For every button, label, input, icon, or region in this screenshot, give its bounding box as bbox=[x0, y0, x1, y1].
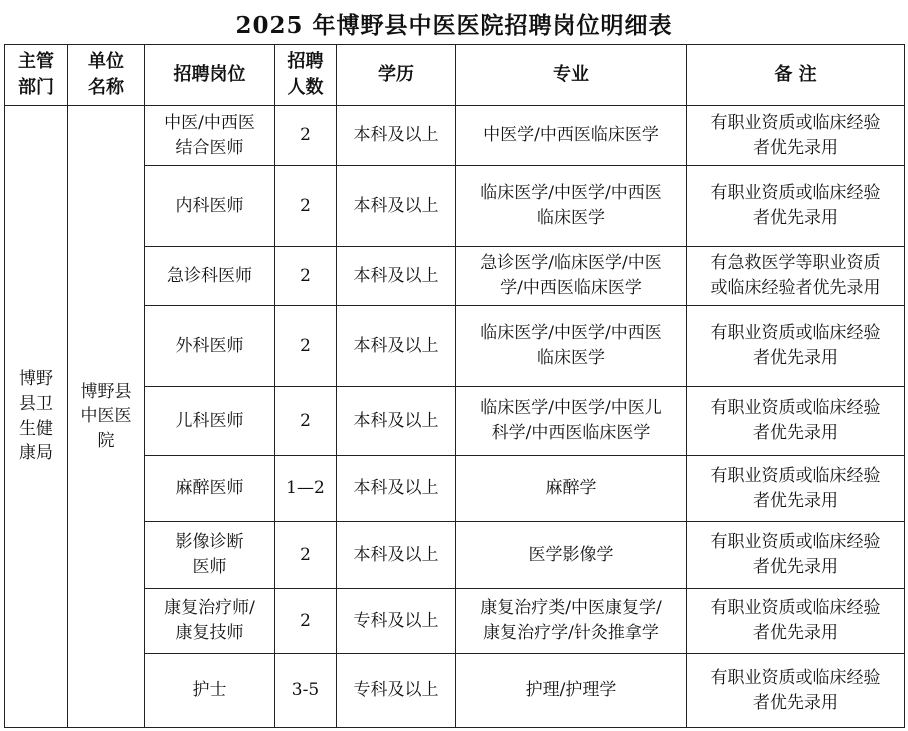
header-row bbox=[5, 45, 905, 106]
education-cell: 本科及以上 bbox=[337, 522, 456, 589]
major-cell: 急诊医学/临床医学/中医 学/中西医临床医学 bbox=[456, 247, 687, 306]
count-cell: 3-5 bbox=[275, 654, 337, 728]
recruitment-table bbox=[4, 44, 905, 728]
education-cell: 本科及以上 bbox=[337, 387, 456, 456]
note-cell: 有职业资质或临床经验 者优先录用 bbox=[687, 306, 905, 387]
dept-cell: 博野 县卫 生健 康局 bbox=[5, 106, 68, 728]
header-major: 专业 bbox=[456, 45, 687, 106]
major-cell: 康复治疗类/中医康复学/ 康复治疗学/针灸推拿学 bbox=[456, 589, 687, 654]
major-cell: 中医学/中西医临床医学 bbox=[456, 106, 687, 166]
position-cell: 儿科医师 bbox=[145, 387, 275, 456]
count-cell: 2 bbox=[275, 589, 337, 654]
header-unit: 单位 名称 bbox=[68, 45, 145, 106]
unit-cell: 博野县 中医医 院 bbox=[68, 106, 145, 728]
header-count: 招聘 人数 bbox=[275, 45, 337, 106]
education-cell: 本科及以上 bbox=[337, 106, 456, 166]
count-cell: 2 bbox=[275, 387, 337, 456]
count-cell: 2 bbox=[275, 166, 337, 247]
note-cell: 有职业资质或临床经验 者优先录用 bbox=[687, 106, 905, 166]
position-cell: 内科医师 bbox=[145, 166, 275, 247]
position-cell: 外科医师 bbox=[145, 306, 275, 387]
education-cell: 专科及以上 bbox=[337, 589, 456, 654]
major-cell: 护理/护理学 bbox=[456, 654, 687, 728]
note-cell: 有职业资质或临床经验 者优先录用 bbox=[687, 166, 905, 247]
note-cell: 有职业资质或临床经验 者优先录用 bbox=[687, 387, 905, 456]
major-cell: 临床医学/中医学/中医儿 科学/中西医临床医学 bbox=[456, 387, 687, 456]
count-cell: 2 bbox=[275, 106, 337, 166]
major-cell: 临床医学/中医学/中西医 临床医学 bbox=[456, 306, 687, 387]
education-cell: 专科及以上 bbox=[337, 654, 456, 728]
header-education: 学历 bbox=[337, 45, 456, 106]
note-cell: 有职业资质或临床经验 者优先录用 bbox=[687, 589, 905, 654]
note-cell: 有职业资质或临床经验 者优先录用 bbox=[687, 456, 905, 522]
major-cell: 麻醉学 bbox=[456, 456, 687, 522]
education-cell: 本科及以上 bbox=[337, 247, 456, 306]
education-cell: 本科及以上 bbox=[337, 456, 456, 522]
position-cell: 麻醉医师 bbox=[145, 456, 275, 522]
count-cell: 2 bbox=[275, 247, 337, 306]
major-cell: 医学影像学 bbox=[456, 522, 687, 589]
count-cell: 2 bbox=[275, 522, 337, 589]
page-title: 2025 年博野县中医医院招聘岗位明细表 bbox=[235, 11, 673, 39]
header-position: 招聘岗位 bbox=[145, 45, 275, 106]
note-cell: 有急救医学等职业资质 或临床经验者优先录用 bbox=[687, 247, 905, 306]
position-cell: 急诊科医师 bbox=[145, 247, 275, 306]
count-cell: 2 bbox=[275, 306, 337, 387]
position-cell: 护士 bbox=[145, 654, 275, 728]
count-cell: 1—2 bbox=[275, 456, 337, 522]
header-note: 备 注 bbox=[687, 45, 905, 106]
position-cell: 康复治疗师/ 康复技师 bbox=[145, 589, 275, 654]
education-cell: 本科及以上 bbox=[337, 166, 456, 247]
table-row bbox=[5, 106, 905, 166]
position-cell: 中医/中西医 结合医师 bbox=[145, 106, 275, 166]
header-dept: 主管 部门 bbox=[5, 45, 68, 106]
note-cell: 有职业资质或临床经验 者优先录用 bbox=[687, 522, 905, 589]
education-cell: 本科及以上 bbox=[337, 306, 456, 387]
major-cell: 临床医学/中医学/中西医 临床医学 bbox=[456, 166, 687, 247]
note-cell: 有职业资质或临床经验 者优先录用 bbox=[687, 654, 905, 728]
position-cell: 影像诊断 医师 bbox=[145, 522, 275, 589]
